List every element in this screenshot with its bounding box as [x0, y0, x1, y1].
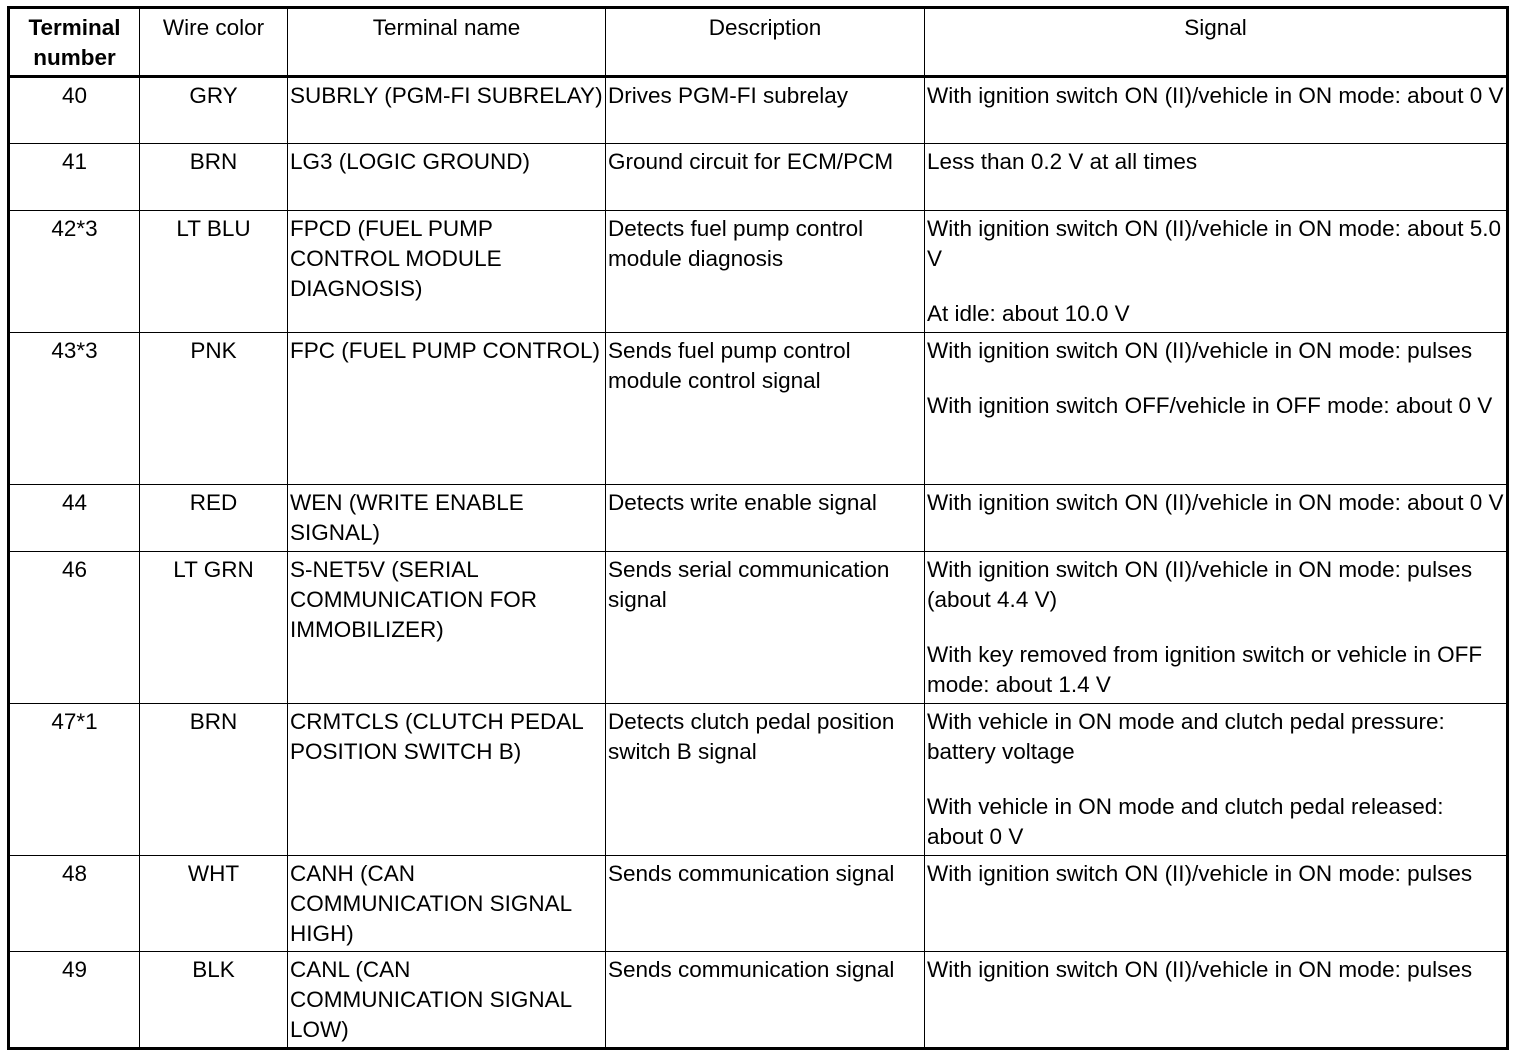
header-wire-color: Wire color [140, 8, 288, 77]
terminal-name-cell: SUBRLY (PGM-FI SUBRELAY) [288, 77, 606, 144]
terminal-name-cell: FPC (FUEL PUMP CONTROL) [288, 333, 606, 485]
terminal-name-cell: LG3 (LOGIC GROUND) [288, 144, 606, 211]
signal-cell [925, 952, 1508, 1049]
terminal-name-cell: WEN (WRITE ENABLE SIGNAL) [288, 485, 606, 552]
terminal-name-cell: CANL (CAN COMMUNICATION SIGNAL LOW) [288, 952, 606, 1049]
table-row [9, 552, 1508, 704]
table-row [9, 485, 1508, 552]
signal-cell [925, 856, 1508, 952]
description-cell: Detects clutch pedal position switch B signal [606, 704, 925, 856]
terminal-number-cell: 40 [9, 77, 140, 144]
description-cell: Ground circuit for ECM/PCM [606, 144, 925, 211]
description-cell: Sends communication signal [606, 856, 925, 952]
description-cell: Sends fuel pump control module control signal [606, 333, 925, 485]
description-cell: Drives PGM-FI subrelay [606, 77, 925, 144]
table-row [9, 704, 1508, 856]
wire-color-cell: LT GRN [140, 552, 288, 704]
wire-color-cell: RED [140, 485, 288, 552]
table-header [9, 8, 1508, 77]
signal-text: With vehicle in ON mode and clutch pedal pressure: battery voltage [927, 709, 1445, 764]
signal-cell [925, 333, 1508, 485]
signal-cell [925, 77, 1508, 144]
signal-text: With ignition switch ON (II)/vehicle in ON mode: about 0 V [927, 83, 1504, 108]
signal-cell [925, 704, 1508, 856]
terminal-name-cell: CANH (CAN COMMUNICATION SIGNAL HIGH) [288, 856, 606, 952]
table-row [9, 333, 1508, 485]
description-cell: Sends serial communication signal [606, 552, 925, 704]
signal-text: With ignition switch ON (II)/vehicle in ON mode: pulses [927, 957, 1473, 982]
header-signal: Signal [925, 8, 1508, 77]
table-body [9, 77, 1508, 1049]
signal-text: With vehicle in ON mode and clutch pedal released: about 0 V [927, 794, 1444, 849]
signal-text: With ignition switch ON (II)/vehicle in ON mode: pulses (about 4.4 V) [927, 557, 1473, 612]
terminal-name-cell: CRMTCLS (CLUTCH PEDAL POSITION SWITCH B) [288, 704, 606, 856]
table-row [9, 144, 1508, 211]
header-description: Description [606, 8, 925, 77]
header-row [9, 8, 1508, 77]
signal-cell [925, 552, 1508, 704]
wire-color-cell: BLK [140, 952, 288, 1049]
terminal-table [7, 6, 1509, 1050]
wire-color-cell: BRN [140, 704, 288, 856]
wire-color-cell: BRN [140, 144, 288, 211]
wire-color-cell: WHT [140, 856, 288, 952]
signal-text: With ignition switch ON (II)/vehicle in ON mode: pulses [927, 861, 1473, 886]
signal-cell [925, 485, 1508, 552]
table-row [9, 856, 1508, 952]
terminal-name-cell: FPCD (FUEL PUMP CONTROL MODULE DIAGNOSIS) [288, 211, 606, 333]
table-row [9, 77, 1508, 144]
signal-text: With ignition switch ON (II)/vehicle in ON mode: about 5.0 V [927, 216, 1501, 271]
description-cell: Sends communication signal [606, 952, 925, 1049]
signal-text: At idle: about 10.0 V [927, 301, 1130, 326]
table-row [9, 952, 1508, 1049]
signal-text: With ignition switch ON (II)/vehicle in ON mode: about 0 V [927, 490, 1504, 515]
terminal-number-cell: 46 [9, 552, 140, 704]
terminal-number-cell: 41 [9, 144, 140, 211]
description-cell: Detects fuel pump control module diagnosis [606, 211, 925, 333]
signal-text: With ignition switch OFF/vehicle in OFF mode: about 0 V [927, 393, 1493, 418]
wire-color-cell: PNK [140, 333, 288, 485]
terminal-number-cell: 44 [9, 485, 140, 552]
terminal-number-cell: 47*1 [9, 704, 140, 856]
signal-cell [925, 211, 1508, 333]
terminal-number-cell: 42*3 [9, 211, 140, 333]
wire-color-cell: LT BLU [140, 211, 288, 333]
signal-text: Less than 0.2 V at all times [927, 149, 1198, 174]
header-terminal-name: Terminal name [288, 8, 606, 77]
signal-cell [925, 144, 1508, 211]
wire-color-cell: GRY [140, 77, 288, 144]
header-terminal-number: Terminal number [9, 8, 140, 77]
description-cell: Detects write enable signal [606, 485, 925, 552]
signal-text: With ignition switch ON (II)/vehicle in ON mode: pulses [927, 338, 1473, 363]
terminal-number-cell: 48 [9, 856, 140, 952]
terminal-name-cell: S-NET5V (SERIAL COMMUNICATION FOR IMMOBILIZER) [288, 552, 606, 704]
terminal-number-cell: 43*3 [9, 333, 140, 485]
signal-text: With key removed from ignition switch or vehicle in OFF mode: about 1.4 V [927, 642, 1483, 697]
table-row [9, 211, 1508, 333]
terminal-number-cell: 49 [9, 952, 140, 1049]
